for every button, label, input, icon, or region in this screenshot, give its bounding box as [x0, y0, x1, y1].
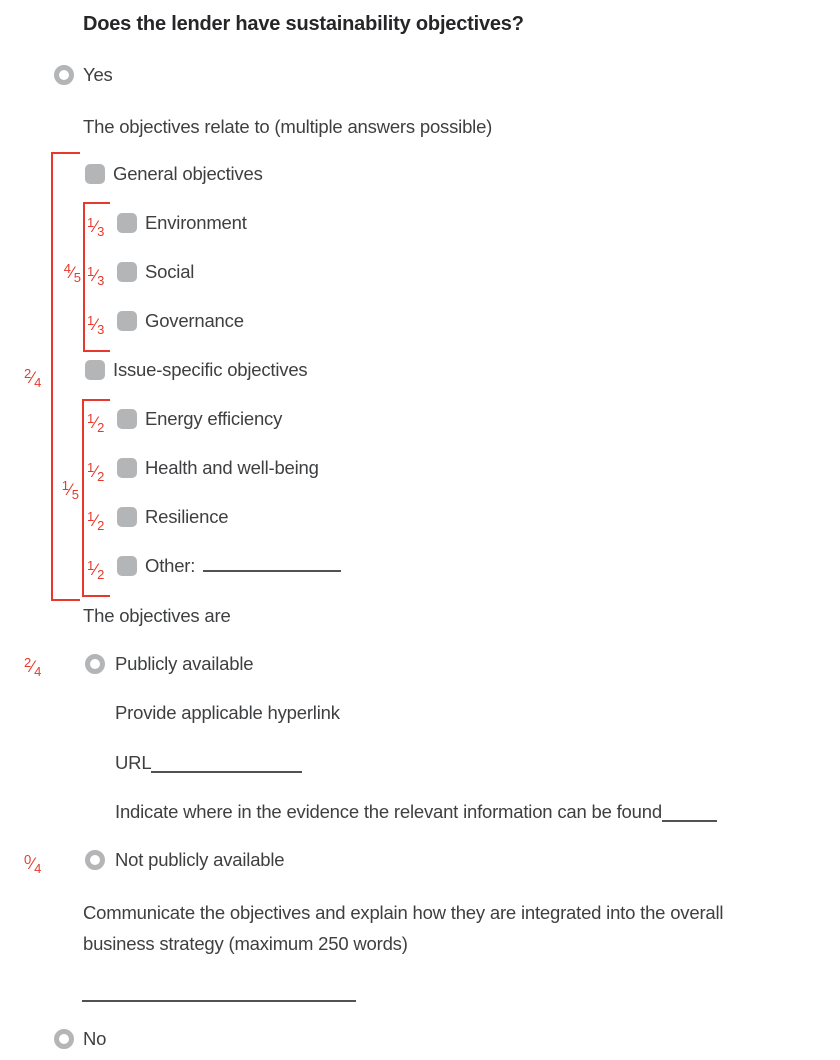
radio-option-not-publicly-available[interactable]: [85, 847, 284, 873]
issue-specific-objectives-checkbox[interactable]: [85, 360, 105, 380]
health-well-being-label: Health and well-being: [145, 457, 319, 478]
objectives-are-intro-text: The objectives are: [83, 605, 231, 626]
checkbox-option-resilience[interactable]: [117, 504, 228, 530]
score-fraction-issue-group: $^1$⁄ 5: [51, 475, 79, 506]
checkbox-option-other[interactable]: [117, 553, 341, 579]
evidence-blank-input[interactable]: [662, 810, 717, 822]
checkbox-option-general-objectives[interactable]: [85, 161, 263, 187]
score-fraction-environment: $^1$⁄ 3: [87, 212, 104, 243]
evidence-prompt-row: [115, 801, 717, 823]
score-fraction-energy-efficiency: $^1$⁄ 2: [87, 408, 104, 439]
checkbox-option-governance[interactable]: [117, 308, 244, 334]
health-well-being-checkbox[interactable]: [117, 458, 137, 478]
social-checkbox[interactable]: [117, 262, 137, 282]
score-fraction-general-group: $^4$⁄ 5: [53, 258, 81, 289]
issue-specific-objectives-label: Issue-specific objectives: [113, 359, 308, 380]
governance-checkbox[interactable]: [117, 311, 137, 331]
no-radio[interactable]: [54, 1029, 74, 1049]
communicate-prompt-text: Communicate the objectives and explain how they are integrated into the overall business strategy (maximum 250 words): [83, 902, 724, 954]
score-fraction-governance: $^1$⁄ 3: [87, 310, 104, 341]
communicate-blank-input[interactable]: [82, 984, 356, 1002]
no-radio-label: No: [83, 1028, 107, 1049]
url-blank-input[interactable]: [151, 761, 302, 773]
radio-option-no[interactable]: [54, 1026, 106, 1052]
relate-intro-text: The objectives relate to (multiple answers possible): [83, 116, 493, 137]
checkbox-option-health-well-being[interactable]: [117, 455, 319, 481]
other-label: Other:: [145, 555, 196, 576]
governance-label: Governance: [145, 310, 244, 331]
score-fraction-outer: $^2$⁄ 4: [24, 363, 41, 394]
publicly-available-radio[interactable]: [85, 654, 105, 674]
hyperlink-prompt-text: Provide applicable hyperlink: [115, 702, 340, 723]
yes-radio[interactable]: [54, 65, 74, 85]
environment-label: Environment: [145, 212, 247, 233]
energy-efficiency-label: Energy efficiency: [145, 408, 283, 429]
energy-efficiency-checkbox[interactable]: [117, 409, 137, 429]
yes-radio-label: Yes: [83, 64, 113, 85]
resilience-label: Resilience: [145, 506, 229, 527]
score-fraction-not-publicly-available: $^0$⁄ 4: [24, 849, 41, 880]
url-label: URL: [115, 752, 152, 773]
score-fraction-other: $^1$⁄ 2: [87, 555, 104, 586]
score-fraction-health-well-being: $^1$⁄ 2: [87, 457, 104, 488]
resilience-checkbox[interactable]: [117, 507, 137, 527]
evidence-prompt-text: Indicate where in the evidence the relevant information can be found: [115, 801, 662, 822]
checkbox-option-social[interactable]: [117, 259, 194, 285]
score-fraction-social: $^1$⁄ 3: [87, 261, 104, 292]
checkbox-option-issue-specific[interactable]: [85, 357, 307, 383]
publicly-available-label: Publicly available: [115, 653, 254, 674]
score-fraction-publicly-available: $^2$⁄ 4: [24, 652, 41, 683]
url-field-row: [115, 752, 302, 774]
score-fraction-resilience: $^1$⁄ 2: [87, 506, 104, 537]
not-publicly-available-radio[interactable]: [85, 850, 105, 870]
question-title: Does the lender have sustainability objectives?: [83, 13, 524, 35]
checkbox-option-energy-efficiency[interactable]: [117, 406, 282, 432]
social-label: Social: [145, 261, 195, 282]
not-publicly-available-label: Not publicly available: [115, 849, 285, 870]
environment-checkbox[interactable]: [117, 213, 137, 233]
checkbox-option-environment[interactable]: [117, 210, 247, 236]
other-blank-input[interactable]: [203, 560, 341, 572]
radio-option-publicly-available[interactable]: [85, 651, 253, 677]
other-checkbox[interactable]: [117, 556, 137, 576]
radio-option-yes[interactable]: [54, 62, 113, 88]
bracket-outer-group: [51, 152, 80, 601]
general-objectives-checkbox[interactable]: [85, 164, 105, 184]
general-objectives-label: General objectives: [113, 163, 263, 184]
